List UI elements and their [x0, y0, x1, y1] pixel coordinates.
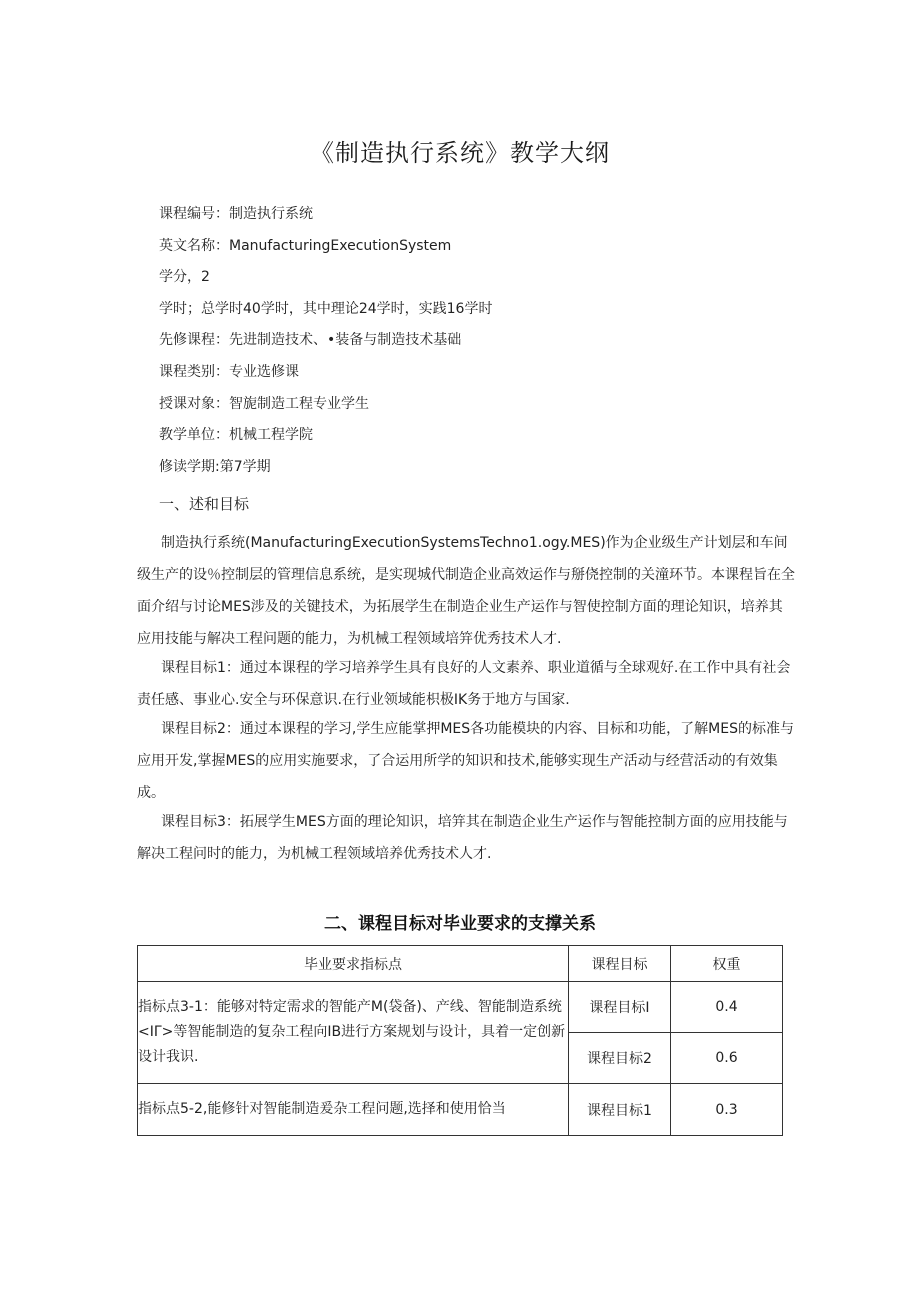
table-header-row: [138, 946, 783, 982]
header-requirement: 毕业要求指标点: [138, 946, 569, 982]
section-heading-support: 二、课程目标对毕业要求的支撑关系: [324, 914, 596, 934]
overview-block: [137, 527, 795, 655]
header-weight: 权重: [671, 946, 783, 982]
document-title: 《制造执行系统》教学大纲: [310, 139, 610, 167]
objective-1-paragraph: 课程目标1：通过本课程的学习培养学生具有良好的人文素养、职业道循与全球观好.在工作中具有社会责任感、事业心.安全与环保意识.在行业领域能枳极IK务于地方与国家.: [137, 660, 791, 708]
table-row: [138, 1084, 783, 1136]
section-heading-overview: 一、述和目标: [159, 495, 250, 513]
target-students: 授课对象：智旎制造工程专业学生: [159, 395, 369, 412]
requirement-cell: 指标点5-2,能修针对智能制造爰杂工程问题,选择和使用恰当: [138, 1084, 569, 1136]
course-code: 课程编号：制造执行系统: [159, 206, 313, 222]
objective-2-paragraph: 课程目标2：通过本课程的学习,学生应能掌押MES各功能模块的内容、目标和功能，了解MES的标准与应用开发,掌握MES的应用实施要求，了合运用所学的知识和技术,能够实现生产活动与经营活动的有效集成。: [137, 721, 794, 801]
weight-cell: 0.3: [671, 1084, 783, 1136]
objective-3-block: [137, 806, 795, 870]
course-category: 课程类别：专业选修课: [159, 363, 299, 380]
objective-3-paragraph: 课程目标3：拓展学生MES方面的理论知识，培笄其在制造企业生产运作与智能控制方面的应用技能与解决工程问时的能力，为机械工程领域培养优秀技术人才.: [137, 814, 788, 862]
objective-cell: 课程目标1: [569, 1084, 671, 1136]
teaching-unit: 教学单位：机械工程学院: [159, 427, 313, 444]
semester: 修读学期:第7学期: [159, 458, 271, 475]
objective-1-block: [137, 652, 795, 716]
prerequisites: 先修课程：先进制造技术、•装备与制造技术基础: [159, 332, 462, 349]
overview-paragraph: 制造执行系统(ManufacturingExecutionSystemsTechno1.ogy.MES)作为企业级生产计划层和车间级生产的设％控制层的管理信息系统，是实现城代制造企业高效运作与掰侥控制的关潼环节。本课程旨在全面介绍与讨论MES涉及的关键技术，为拓展学生在制造企业生产运作与智使控制方面的理论知识，培养其应用技能与解决工程问题的能力，为机械工程领域培笄优秀技术人才.: [137, 535, 795, 647]
objective-2-block: [137, 713, 795, 809]
credits: 学分，2: [159, 269, 210, 286]
weight-cell: 0.6: [671, 1033, 783, 1084]
table-row: [138, 982, 783, 1033]
class-hours: 学时；总学时40学时，其中理论24学时，实践16学时: [159, 300, 493, 317]
english-name: 英文名称：ManufacturingExecutionSystem: [159, 237, 452, 254]
weight-cell: 0.4: [671, 982, 783, 1033]
course-info: [159, 204, 492, 488]
requirements-table: [137, 945, 783, 1136]
objective-cell: 课程目标I: [569, 982, 671, 1033]
objective-cell: 课程目标2: [569, 1033, 671, 1084]
header-objective: 课程目标: [569, 946, 671, 982]
requirement-cell: 指标点3-1：能够对特定需求的智能产M(袋备)、产线、智能制造系统<IΓ>等智能制造的复杂工程向IB进行方案规划与设计，具着一定创新设计我识.: [138, 982, 569, 1084]
